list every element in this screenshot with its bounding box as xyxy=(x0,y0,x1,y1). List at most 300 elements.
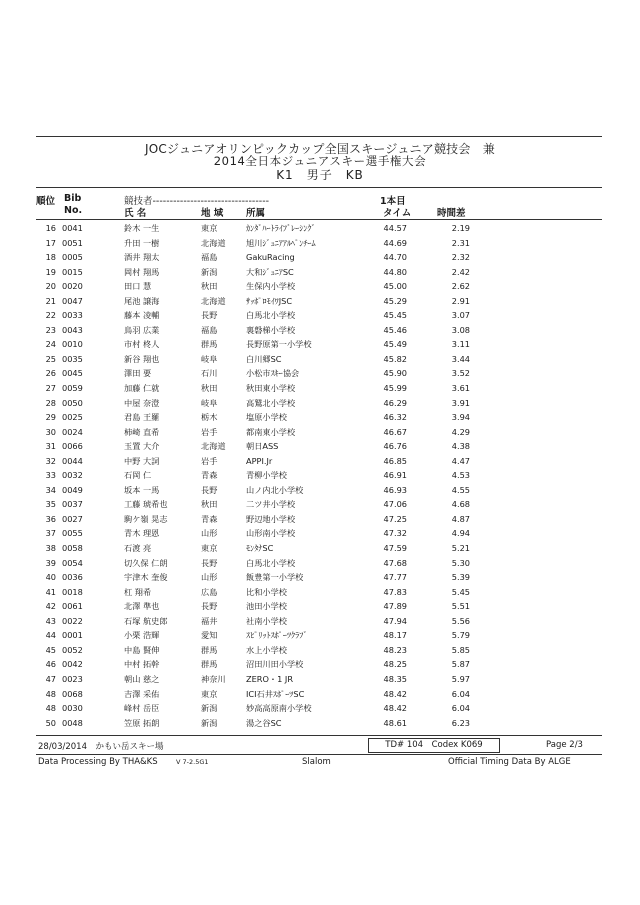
region: 長野 xyxy=(201,310,218,321)
bib-number: 0022 xyxy=(62,615,83,626)
region: 岐阜 xyxy=(201,353,218,364)
region: 北海道 xyxy=(201,295,226,306)
competitor-name: 朝山 慈之 xyxy=(124,673,160,684)
time-difference: 4.29 xyxy=(451,426,470,437)
table-row xyxy=(0,717,640,732)
competitor-name: 工藤 琥希也 xyxy=(124,499,168,510)
club: 池田小学校 xyxy=(246,601,287,612)
competitor-name: 岡村 翔馬 xyxy=(124,266,160,277)
rank: 28 xyxy=(45,397,56,408)
competitor-name: 鳥羽 広業 xyxy=(124,324,160,335)
page-number: Page 2/3 xyxy=(546,740,583,750)
run-time: 45.46 xyxy=(383,324,407,335)
run-time: 46.67 xyxy=(383,426,407,437)
club: GakuRacing xyxy=(246,252,295,263)
region: 群馬 xyxy=(201,644,218,655)
bib-number: 0061 xyxy=(62,601,83,612)
time-difference: 2.19 xyxy=(451,223,470,233)
time-difference: 4.47 xyxy=(451,455,470,466)
table-row xyxy=(0,411,640,426)
competitor-name: 新谷 翔也 xyxy=(124,353,160,364)
competitor-name: 柿崎 直希 xyxy=(124,426,160,437)
rank: 45 xyxy=(45,644,56,655)
bib-header: Bib xyxy=(64,193,82,204)
rank: 43 xyxy=(45,615,56,626)
rank: 25 xyxy=(45,353,56,364)
time-difference: 2.62 xyxy=(451,281,470,292)
region: 石川 xyxy=(201,368,218,379)
rank: 38 xyxy=(45,543,56,554)
time-difference: 3.11 xyxy=(451,339,470,350)
time-difference: 5.85 xyxy=(451,644,470,655)
footer-bottom-rule xyxy=(36,754,602,755)
competitor-name: 小栗 浩輝 xyxy=(124,630,160,641)
bib-number: 0024 xyxy=(62,426,83,437)
club: 比和小学校 xyxy=(246,586,287,597)
club: 二ツ井小学校 xyxy=(246,499,296,510)
club: 飯豊第一小学校 xyxy=(246,572,304,583)
table-row xyxy=(0,557,640,572)
run-time: 48.17 xyxy=(383,630,407,641)
time-difference: 5.45 xyxy=(451,586,470,597)
time-difference: 3.94 xyxy=(451,412,470,423)
competitor-name: 中島 賢伸 xyxy=(124,644,160,655)
run-time: 48.42 xyxy=(383,688,407,699)
competitor-name: 石渡 亮 xyxy=(124,543,152,554)
rank: 21 xyxy=(45,295,56,306)
bib-number: 0027 xyxy=(62,513,83,524)
competitor-name: 中村 拓幹 xyxy=(124,659,160,670)
club: 大和ｼﾞｭﾆｱSC xyxy=(246,266,294,277)
club: APPI.Jr xyxy=(246,455,273,466)
table-row xyxy=(0,324,640,339)
time-difference: 2.42 xyxy=(451,266,470,277)
competitor-name: 君島 王羅 xyxy=(124,412,160,423)
run-time: 45.45 xyxy=(383,310,407,321)
competitor-name: 加藤 仁就 xyxy=(124,383,160,394)
run-time: 45.00 xyxy=(383,281,407,292)
bib-number: 0054 xyxy=(62,557,83,568)
bib-number: 0049 xyxy=(62,484,83,495)
club: 湯之谷SC xyxy=(246,717,282,728)
run-time: 44.69 xyxy=(383,237,407,248)
club: 都南東小学校 xyxy=(246,426,296,437)
competitor-name: 酒井 翔太 xyxy=(124,252,160,263)
rank: 29 xyxy=(45,412,56,423)
run-time: 44.70 xyxy=(383,252,407,263)
club: ｽﾋﾟﾘｯﾄｽﾎﾟｰﾂｸﾗﾌﾞ xyxy=(246,630,308,641)
bib-number: 0032 xyxy=(62,470,83,481)
table-row xyxy=(0,484,640,499)
table-row xyxy=(0,309,640,324)
run-time: 45.90 xyxy=(383,368,407,379)
region: 東京 xyxy=(201,688,218,699)
time-difference: 6.04 xyxy=(451,703,470,714)
bib-number: 0041 xyxy=(62,223,83,233)
run-time: 45.99 xyxy=(383,383,407,394)
table-row xyxy=(0,513,640,528)
rank: 30 xyxy=(45,426,56,437)
rank: 16 xyxy=(45,223,56,233)
top-rule xyxy=(36,136,602,137)
time-difference: 4.68 xyxy=(451,499,470,510)
table-row xyxy=(0,498,640,513)
club: 山形南小学校 xyxy=(246,528,296,539)
table-row xyxy=(0,615,640,630)
event-title-line1: JOCジュニアオリンピックカップ全国スキージュニア競技会 兼 xyxy=(145,142,495,156)
competitor-name: 升田 一樹 xyxy=(124,237,160,248)
region: 新潟 xyxy=(201,703,218,714)
table-row xyxy=(0,440,640,455)
name-header: 氏 名 xyxy=(124,208,147,219)
table-row xyxy=(0,280,640,295)
club: 旭川ｼﾞｭﾆｱｱﾙﾍﾟﾝﾁｰﾑ xyxy=(246,237,316,248)
rank: 47 xyxy=(45,673,56,684)
club: ICI石井ｽﾎﾟｰﾂSC xyxy=(246,688,305,699)
run-time: 45.82 xyxy=(383,353,407,364)
time-difference: 5.30 xyxy=(451,557,470,568)
rank: 46 xyxy=(45,659,56,670)
club: 山ノ内北小学校 xyxy=(246,484,304,495)
bib-number: 0066 xyxy=(62,441,83,452)
table-row xyxy=(0,367,640,382)
time-header: タイム xyxy=(383,208,412,219)
club: ｶﾝﾀﾞﾊｰﾄﾗｲﾌﾞﾚｰｼﾝｸﾞ xyxy=(246,223,316,233)
rank: 37 xyxy=(45,528,56,539)
rank: 31 xyxy=(45,441,56,452)
footer-rule xyxy=(36,735,602,736)
run-time: 45.49 xyxy=(383,339,407,350)
competitor-name: 宇津木 奎俊 xyxy=(124,572,168,583)
bib-number: 0045 xyxy=(62,368,83,379)
competitor-name: 駒ケ嶺 晃志 xyxy=(124,513,168,524)
competitor-name: 青木 理恩 xyxy=(124,528,160,539)
competitor-name: 切久保 仁朗 xyxy=(124,557,168,568)
rank: 48 xyxy=(45,703,56,714)
run-time: 47.83 xyxy=(383,586,407,597)
table-row xyxy=(0,338,640,353)
competitor-header: 競技者---------------------------------- xyxy=(124,196,270,207)
rank: 41 xyxy=(45,586,56,597)
bib-number: 0044 xyxy=(62,455,83,466)
time-difference: 6.04 xyxy=(451,688,470,699)
run-time: 48.23 xyxy=(383,644,407,655)
rank: 48 xyxy=(45,688,56,699)
bib-number: 0001 xyxy=(62,630,83,641)
club: ﾓﾝﾀﾅSC xyxy=(246,543,274,554)
club: ZERO・1 JR xyxy=(246,673,294,684)
club: 高鷲北小学校 xyxy=(246,397,296,408)
run-time: 44.80 xyxy=(383,266,407,277)
club: 秋田東小学校 xyxy=(246,383,296,394)
time-difference: 5.97 xyxy=(451,673,470,684)
rank: 44 xyxy=(45,630,56,641)
region: 広島 xyxy=(201,586,218,597)
region: 秋田 xyxy=(201,281,218,292)
club: 妙高高原南小学校 xyxy=(246,703,312,714)
no-header: No. xyxy=(64,205,83,216)
time-difference: 5.79 xyxy=(451,630,470,641)
region: 岩手 xyxy=(201,426,218,437)
diff-header: 時間差 xyxy=(437,208,466,219)
date-venue: 28/03/2014 かもい岳スキー場 xyxy=(38,742,164,752)
rank: 39 xyxy=(45,557,56,568)
bib-number: 0020 xyxy=(62,281,83,292)
club: 水上小学校 xyxy=(246,644,287,655)
region: 神奈川 xyxy=(201,673,226,684)
bib-number: 0052 xyxy=(62,644,83,655)
competitor-name: 玉置 大介 xyxy=(124,441,160,452)
timing-credit: Official Timing Data By ALGE xyxy=(448,757,571,767)
rank: 22 xyxy=(45,310,56,321)
club: 生保内小学校 xyxy=(246,281,296,292)
club-header: 所属 xyxy=(246,208,266,219)
run-time: 46.29 xyxy=(383,397,407,408)
bib-number: 0023 xyxy=(62,673,83,684)
codex-box: TD# 104 Codex K069 xyxy=(368,738,500,753)
club: 長野原第一小学校 xyxy=(246,339,312,350)
table-row xyxy=(0,237,640,252)
data-processing-credit: Data Processing By THA&KS xyxy=(38,757,158,767)
rank: 20 xyxy=(45,281,56,292)
table-row xyxy=(0,426,640,441)
rank: 40 xyxy=(45,572,56,583)
table-row xyxy=(0,586,640,601)
table-row xyxy=(0,455,640,470)
bib-number: 0035 xyxy=(62,353,83,364)
run-time: 47.94 xyxy=(383,615,407,626)
competitor-name: 吉澤 采佑 xyxy=(124,688,160,699)
time-difference: 4.87 xyxy=(451,513,470,524)
event-title-line2: 2014全日本ジュニアスキー選手権大会 xyxy=(213,154,427,168)
bib-number: 0055 xyxy=(62,528,83,539)
bib-number: 0030 xyxy=(62,703,83,714)
rank: 32 xyxy=(45,455,56,466)
time-difference: 5.39 xyxy=(451,572,470,583)
club: 裏磐梯小学校 xyxy=(246,324,296,335)
bib-number: 0068 xyxy=(62,688,83,699)
club: 白川郷SC xyxy=(246,353,282,364)
table-row xyxy=(0,658,640,673)
region: 秋田 xyxy=(201,499,218,510)
rank: 50 xyxy=(45,717,56,728)
run-time: 46.85 xyxy=(383,455,407,466)
competitor-name: 尾池 譲海 xyxy=(124,295,160,306)
rank: 33 xyxy=(45,470,56,481)
run-time: 48.25 xyxy=(383,659,407,670)
region: 青森 xyxy=(201,470,218,481)
competitor-name: 石岡 仁 xyxy=(124,470,152,481)
run-time: 46.91 xyxy=(383,470,407,481)
competitor-name: 峰村 岳臣 xyxy=(124,703,160,714)
table-row xyxy=(0,469,640,484)
rank: 23 xyxy=(45,324,56,335)
run-time: 47.25 xyxy=(383,513,407,524)
rank: 17 xyxy=(45,237,56,248)
table-row xyxy=(0,222,640,237)
bib-number: 0048 xyxy=(62,717,83,728)
competitor-name: 田口 慧 xyxy=(124,281,152,292)
run-time: 46.76 xyxy=(383,441,407,452)
rank: 27 xyxy=(45,383,56,394)
region: 群馬 xyxy=(201,659,218,670)
bib-number: 0025 xyxy=(62,412,83,423)
table-row xyxy=(0,382,640,397)
time-difference: 4.53 xyxy=(451,470,470,481)
bib-number: 0005 xyxy=(62,252,83,263)
time-difference: 2.32 xyxy=(451,252,470,263)
region: 長野 xyxy=(201,484,218,495)
region: 群馬 xyxy=(201,339,218,350)
event-title-line3: K1 男子 KB xyxy=(276,168,364,182)
run-time: 46.93 xyxy=(383,484,407,495)
table-row xyxy=(0,527,640,542)
time-difference: 5.51 xyxy=(451,601,470,612)
run-time: 47.77 xyxy=(383,572,407,583)
run-time: 48.42 xyxy=(383,703,407,714)
table-row xyxy=(0,295,640,310)
region: 福井 xyxy=(201,615,218,626)
time-difference: 3.07 xyxy=(451,310,470,321)
time-difference: 4.38 xyxy=(451,441,470,452)
club: 野辺地小学校 xyxy=(246,513,296,524)
region: 長野 xyxy=(201,557,218,568)
region: 新潟 xyxy=(201,717,218,728)
table-row xyxy=(0,600,640,615)
rank: 36 xyxy=(45,513,56,524)
table-row xyxy=(0,397,640,412)
club: 青柳小学校 xyxy=(246,470,287,481)
table-row xyxy=(0,266,640,281)
time-difference: 3.91 xyxy=(451,397,470,408)
time-difference: 3.61 xyxy=(451,383,470,394)
club: 社南小学校 xyxy=(246,615,287,626)
run-time: 47.89 xyxy=(383,601,407,612)
time-difference: 4.55 xyxy=(451,484,470,495)
table-row xyxy=(0,629,640,644)
time-difference: 3.08 xyxy=(451,324,470,335)
bib-number: 0037 xyxy=(62,499,83,510)
region: 岐阜 xyxy=(201,397,218,408)
results-table xyxy=(0,222,640,731)
bib-number: 0018 xyxy=(62,586,83,597)
competitor-name: 中屋 奈澄 xyxy=(124,397,160,408)
run-time: 48.35 xyxy=(383,673,407,684)
region: 栃木 xyxy=(201,412,218,423)
bib-number: 0058 xyxy=(62,543,83,554)
bib-number: 0010 xyxy=(62,339,83,350)
header-rule xyxy=(36,187,602,188)
time-difference: 3.44 xyxy=(451,353,470,364)
region: 新潟 xyxy=(201,266,218,277)
bib-number: 0047 xyxy=(62,295,83,306)
region: 福島 xyxy=(201,252,218,263)
bib-number: 0036 xyxy=(62,572,83,583)
table-row xyxy=(0,644,640,659)
time-difference: 6.23 xyxy=(451,717,470,728)
bib-number: 0043 xyxy=(62,324,83,335)
region: 長野 xyxy=(201,601,218,612)
rank: 24 xyxy=(45,339,56,350)
run-time: 45.29 xyxy=(383,295,407,306)
competitor-name: 北澤 準也 xyxy=(124,601,160,612)
table-row xyxy=(0,353,640,368)
competitor-name: 中野 大詞 xyxy=(124,455,160,466)
region: 愛知 xyxy=(201,630,218,641)
run-time: 47.59 xyxy=(383,543,407,554)
bib-number: 0015 xyxy=(62,266,83,277)
run1-header: 1本目 xyxy=(380,196,406,207)
bib-number: 0050 xyxy=(62,397,83,408)
time-difference: 2.31 xyxy=(451,237,470,248)
rank: 42 xyxy=(45,601,56,612)
rank: 19 xyxy=(45,266,56,277)
table-row xyxy=(0,542,640,557)
time-difference: 5.87 xyxy=(451,659,470,670)
competitor-name: 鈴木 一生 xyxy=(124,223,160,233)
club: 白馬北小学校 xyxy=(246,310,296,321)
table-row xyxy=(0,673,640,688)
table-row xyxy=(0,571,640,586)
competitor-name: 澤田 要 xyxy=(124,368,152,379)
region: 岩手 xyxy=(201,455,218,466)
club: 沼田川田小学校 xyxy=(246,659,304,670)
bib-number: 0051 xyxy=(62,237,83,248)
rank: 18 xyxy=(45,252,56,263)
club: 小松市ｽｷｰ協会 xyxy=(246,368,300,379)
time-difference: 3.52 xyxy=(451,368,470,379)
region: 秋田 xyxy=(201,383,218,394)
competitor-name: 石塚 航史郎 xyxy=(124,615,168,626)
bib-number: 0042 xyxy=(62,659,83,670)
region: 青森 xyxy=(201,513,218,524)
column-header-rule xyxy=(36,219,602,220)
run-time: 47.32 xyxy=(383,528,407,539)
club: ｻｯﾎﾟﾛﾓｲﾜJSC xyxy=(246,295,293,306)
region: 東京 xyxy=(201,543,218,554)
region: 東京 xyxy=(201,223,218,233)
competitor-name: 市村 柊人 xyxy=(124,339,160,350)
bib-number: 0059 xyxy=(62,383,83,394)
rank-header: 順位 xyxy=(36,196,56,207)
rank: 35 xyxy=(45,499,56,510)
region-header: 地 域 xyxy=(201,208,224,219)
discipline: Slalom xyxy=(302,757,331,767)
time-difference: 4.94 xyxy=(451,528,470,539)
table-row xyxy=(0,251,640,266)
competitor-name: 藤本 凌輔 xyxy=(124,310,160,321)
run-time: 44.57 xyxy=(383,223,407,233)
time-difference: 5.56 xyxy=(451,615,470,626)
software-version: V 7-2.5G1 xyxy=(176,758,209,766)
time-difference: 2.91 xyxy=(451,295,470,306)
competitor-name: 坂本 一馬 xyxy=(124,484,160,495)
table-row xyxy=(0,702,640,717)
region: 山形 xyxy=(201,528,218,539)
region: 北海道 xyxy=(201,237,226,248)
region: 山形 xyxy=(201,572,218,583)
run-time: 46.32 xyxy=(383,412,407,423)
rank: 26 xyxy=(45,368,56,379)
run-time: 47.68 xyxy=(383,557,407,568)
region: 福島 xyxy=(201,324,218,335)
run-time: 47.06 xyxy=(383,499,407,510)
club: 白馬北小学校 xyxy=(246,557,296,568)
region: 北海道 xyxy=(201,441,226,452)
bib-number: 0033 xyxy=(62,310,83,321)
competitor-name: 杠 翔希 xyxy=(124,586,152,597)
run-time: 48.61 xyxy=(383,717,407,728)
